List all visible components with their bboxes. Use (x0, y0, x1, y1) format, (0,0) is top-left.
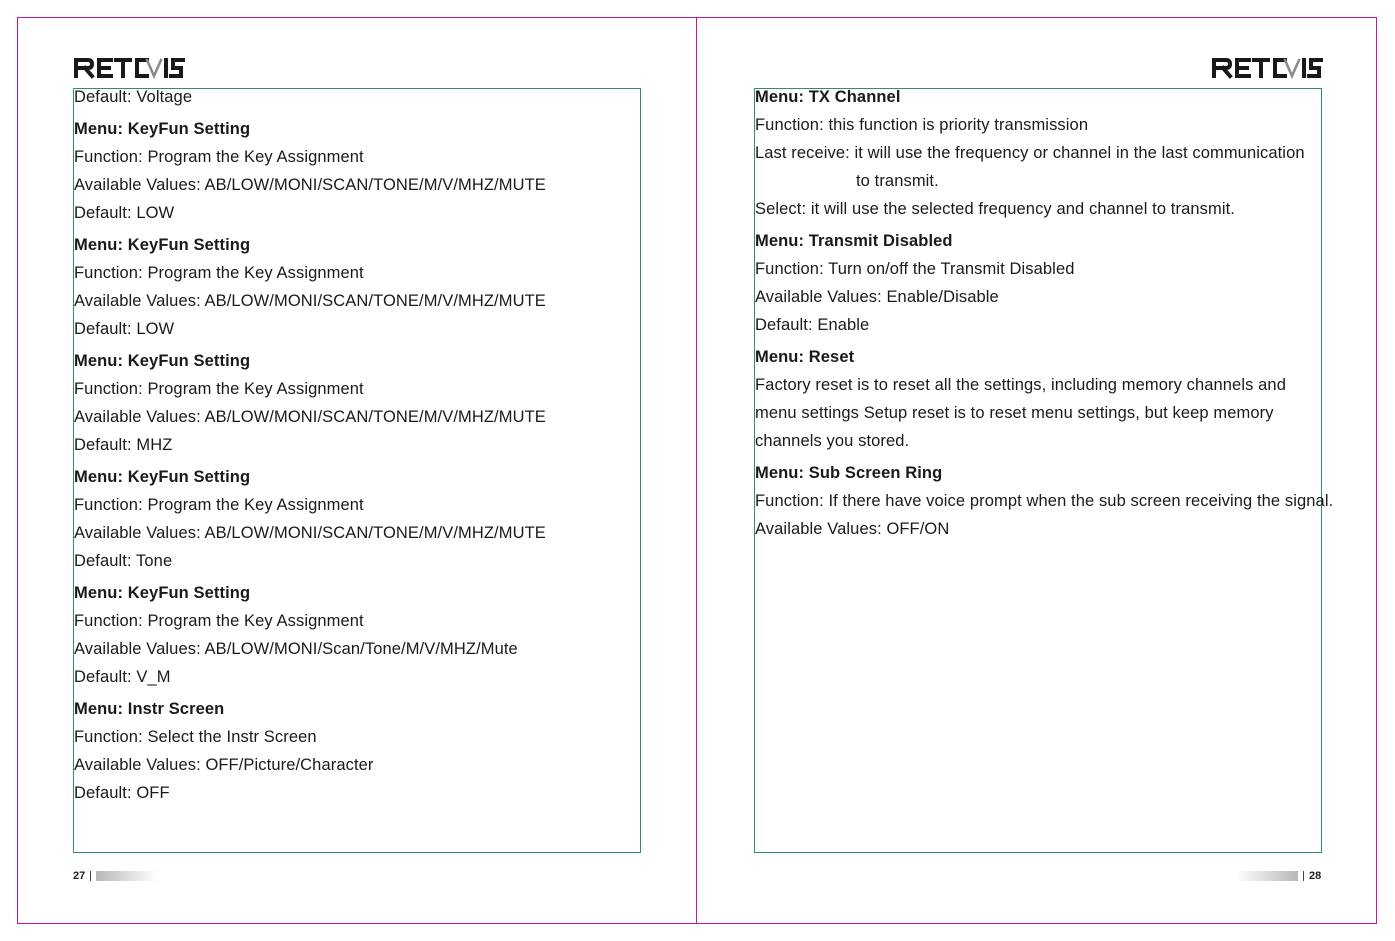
body-text-line: Default: V_M (74, 668, 171, 686)
footer-gradient-bar-left (96, 871, 158, 881)
body-text-line: Function: Program the Key Assignment (74, 380, 364, 398)
page-number-left: 27 (73, 870, 86, 882)
section-heading: Menu: KeyFun Setting (74, 468, 251, 486)
section-heading: Menu: KeyFun Setting (74, 236, 251, 254)
brand-logo-left (73, 55, 185, 81)
section-heading: Menu: Instr Screen (74, 700, 225, 718)
section-heading: Menu: Sub Screen Ring (755, 464, 943, 482)
right-footer (1236, 868, 1321, 884)
body-text-line: Default: MHZ (74, 436, 173, 454)
body-text-line: Available Values: AB/LOW/MONI/SCAN/TONE/M/V/MHZ/MUTE (74, 524, 546, 542)
body-text-line: channels you stored. (755, 432, 910, 450)
body-text-line: Default: Enable (755, 316, 870, 334)
body-text-line: Available Values: Enable/Disable (755, 288, 999, 306)
body-text-line: Function: If there have voice prompt when the sub screen receiving the signal. (755, 492, 1334, 510)
body-text-line: Available Values: AB/LOW/MONI/SCAN/TONE/M/V/MHZ/MUTE (74, 176, 546, 194)
body-text-line: Available Values: AB/LOW/MONI/SCAN/TONE/M/V/MHZ/MUTE (74, 292, 546, 310)
body-text-line: Function: Program the Key Assignment (74, 496, 364, 514)
section-heading: Menu: TX Channel (755, 88, 901, 106)
section-heading: Menu: KeyFun Setting (74, 352, 251, 370)
left-footer (73, 868, 158, 884)
body-text-line: Available Values: AB/LOW/MONI/Scan/Tone/M/V/MHZ/Mute (74, 640, 518, 658)
body-text-line: Default: OFF (74, 784, 170, 802)
section-heading: Menu: Transmit Disabled (755, 232, 953, 250)
footer-separator-left (90, 871, 91, 881)
body-text-line: Function: this function is priority transmission (755, 116, 1089, 134)
body-text-line: Function: Program the Key Assignment (74, 148, 364, 166)
body-text-line: menu settings Setup reset is to reset menu settings, but keep memory (755, 404, 1274, 422)
left-content-box (73, 88, 641, 853)
body-text-line: Function: Program the Key Assignment (74, 612, 364, 630)
footer-gradient-bar-right (1236, 871, 1298, 881)
body-text-line: Function: Select the Instr Screen (74, 728, 317, 746)
footer-separator-right (1303, 871, 1304, 881)
section-heading: Menu: KeyFun Setting (74, 120, 251, 138)
body-text-line: Factory reset is to reset all the settings, including memory channels and (755, 376, 1286, 394)
body-text-line: Available Values: OFF/ON (755, 520, 950, 538)
body-text-line: Default: LOW (74, 320, 175, 338)
brand-logo-right (1211, 55, 1323, 81)
body-text-line: Available Values: AB/LOW/MONI/SCAN/TONE/M/V/MHZ/MUTE (74, 408, 546, 426)
body-text-line: Default: Tone (74, 552, 173, 570)
right-content-box (754, 88, 1334, 853)
body-text-line: Default: LOW (74, 204, 175, 222)
body-text-line: Default: Voltage (74, 88, 193, 106)
body-text-line: Select: it will use the selected frequency and channel to transmit. (755, 200, 1235, 218)
body-text-line: Function: Turn on/off the Transmit Disabled (755, 260, 1075, 278)
body-text-line: Last receive: it will use the frequency or channel in the last communication (755, 144, 1305, 162)
body-text-line: Available Values: OFF/Picture/Character (74, 756, 374, 774)
body-text-line: Function: Program the Key Assignment (74, 264, 364, 282)
section-heading: Menu: Reset (755, 348, 855, 366)
page-divider (696, 17, 697, 924)
section-heading: Menu: KeyFun Setting (74, 584, 251, 602)
body-text-line: to transmit. (856, 172, 939, 190)
page-number-right: 28 (1309, 870, 1322, 882)
